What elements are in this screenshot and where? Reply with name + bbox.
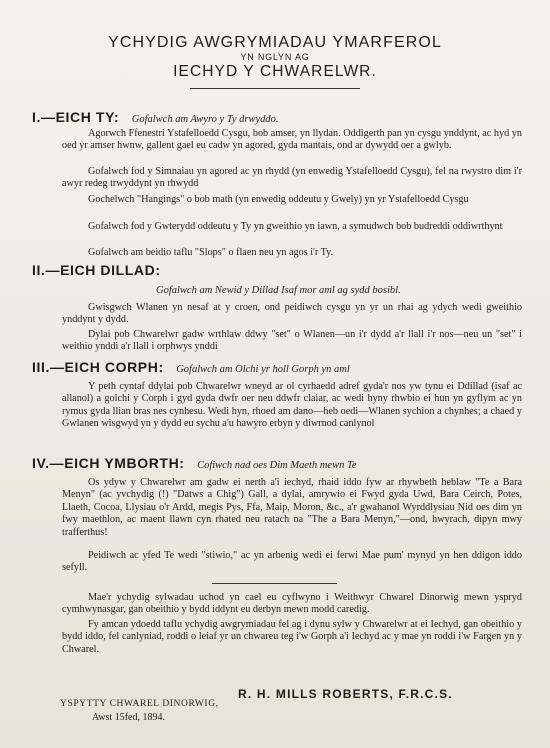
closing-para-2: Fy amcan ydoedd taflu ychydig awgrymiadau fel ag i dynu sylw y Chwarelwr at ei Iechyd, gan obeithio y bydd iddo, fel canlyniad, roddi o leiaf yr un chwareu teg i'w Gorph a'i Iechyd ac y mae yn roddi i'w Fargen yn y Chwarel. (62, 619, 522, 655)
section-4-para-2: Peidiwch ac yfed Te wedi "stiwio," ac yn arbenig wedi ei ferwi Mae pum' mynyd yn hen ddigon iddo sefyll. (62, 550, 522, 574)
section-1-para-3: Gochelwch "Hangings" o bob math (yn enwedig oddeutu y Gwely) yn yr Ystafelloedd Cysgu (88, 194, 469, 205)
heading-line-2: YN NGLYN AG (240, 52, 310, 62)
hospital-name: YSPYTTY CHWAREL DINORWIG, (60, 699, 219, 709)
section-2-para-2: Dylai pob Chwarelwr gadw wrthlaw ddwy "set" o Wlanen—un i'r dydd a'r llall i'r nos—neu un "set" i weithio ynddi a'r llall i orphwys ynddi (62, 329, 522, 353)
section-4-title: IV.—EICH YMBORTH: (32, 455, 185, 471)
section-2-subtitle: Gofalwch am Newid y Dillad Isaf mor aml ag sydd bosibl. (156, 285, 401, 296)
section-4-para-1: Os ydyw y Chwarelwr am gadw ei nerth a'i iechyd, rhaid iddo fyw ar rhywbeth heblaw "Te a Bara Menyn" (ac yvchydig (!) "Datws a Chig") Gall, a dylai, amrywio ei Fwyd gyda Uwd, Bara Ceirch, Potes, Llaeth, Cocoa, Llysiau o'r Ardd, megis Pys, Ffa, Maip, Moron, &c., a'r gwahanol Wyrddlysiau Nid oes dim yn fwy maethlon, ac maent llawn cyn rhated neu ratach na "The a Bara Menyn,"—ond, hwyrach, dipyn mwy trafferthus! (62, 477, 522, 538)
heading-line-3: IECHYD Y CHWARELWR. (173, 63, 377, 80)
signature: R. H. MILLS ROBERTS, F.R.C.S. (238, 687, 453, 701)
section-1-title: I.—EICH TY: (32, 109, 120, 125)
section-1-para-4: Gofalwch fod y Gwterydd oddeutu y Ty yn gweithio yn iawn, a symudwch bob budreddi oddiwrthynt (88, 221, 503, 232)
section-2-heading (32, 262, 161, 278)
section-4-heading (32, 455, 357, 471)
section-1-para-2: Gofalwch fod y Simnaiau yn agored ac yn rhydd (yn enwedig Ystafelloedd Cysgu), fel na rwystro dim i'r awyr redeg trwyddynt yn rhwydd (62, 166, 522, 190)
closing-para-1: Mae'r ychydig sylwadau uchod yn cael eu cyflwyno i Weithwyr Chwarel Dinorwig mewn yspryd cymhwynasgar, gan obeithio y bydd iddynt eu derbyn mewn modd caredig. (62, 592, 522, 616)
section-3-heading (32, 359, 350, 375)
section-1-para-5: Gofalwch am beidio taflu "Slops" o flaen neu yn agos i'r Ty. (88, 247, 334, 258)
section-2-para-1: Gwisgwch Wlanen yn nesaf at y croen, ond peidiwch cysgu yn yr un rhai ag ydych wedi gweithio ynddynt y dydd. (62, 302, 522, 326)
section-1-para-1: Agorwch Ffenestri Ystafelloedd Cysgu, bob amser, yn llydan. Oddigerth pan yn cysgu ynddynt, ac hyd yn oed yr amser hwnw, gallent gael eu cadw yn agored, gyda mantais, ond ar dywydd oer a gwlyb. (62, 128, 522, 152)
closing-divider (212, 583, 337, 584)
section-3-subtitle: Gofalwch am Olchi yr holl Gorph yn aml (176, 364, 350, 375)
section-4-subtitle: Cofiwch nad oes Dim Maeth mewn Te (197, 460, 357, 471)
section-3-title: III.—EICH CORPH: (32, 359, 164, 375)
section-1-heading (32, 109, 279, 125)
heading-line-1: YCHYDIG AWGRYMIADAU YMARFEROL (108, 34, 442, 51)
section-3-para-1: Y peth cyntaf ddylai pob Chwarelwr wneyd ar ol cyrhaedd adref gyda'r nos yw tynu ei Ddillad (isaf ac allanol) a golchi y Corph i gyd gyda dwfr oer neu ddwfr claiar, ac wedi hyny rhwbio ei hun yn gyflym ac yn rymus gyda llian bras nes cynhesu. Wedi hyn, rhoed am dano—heb oedi—Wlanen sychion a chynhes; a chaed y Gwlanen wisgwyd yn y dydd eu sychu a'u hawyro erbyn y diwrnod canlynol (62, 381, 522, 430)
section-1-subtitle: Gofalwch am Awyro y Ty drwyddo. (131, 114, 279, 125)
section-2-title: II.—EICH DILLAD: (32, 262, 161, 278)
heading-divider (190, 88, 360, 89)
issue-date: Awst 15fed, 1894. (92, 712, 165, 723)
